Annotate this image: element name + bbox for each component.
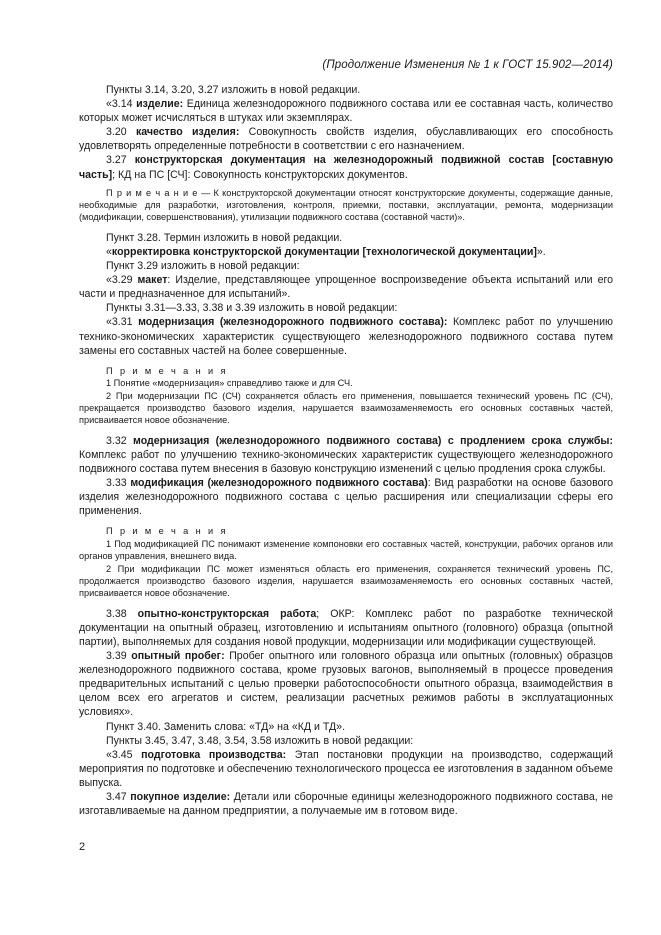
note-item: 1 Понятие «модернизация» справедливо также и для СЧ.: [106, 378, 353, 389]
definition-3-39: 3.39 опытный пробег: Пробег опытного или головного образца или опытных (головных) образцов железнодорожного подвижного состава, кроме грузовых вагонов, выполняемый в процессе проведения предварительных испытаний с целью проверки работоспособности опытного образца, взаимодействия в целом всех его агрегатов и систем, реализации расчетных режимов работы в эксплуатационных условиях».: [79, 650, 613, 719]
definition-3-47: 3.47 покупное изделие: Детали или сборочные единицы железнодорожного подвижного состава, не изготавливаемые на данном предприятии, а получаемые им в готовом виде.: [79, 790, 614, 818]
page-header: (Продолжение Изменения № 1 к ГОСТ 15.902—2014): [322, 59, 613, 71]
definition-3-38: 3.38 опытно-конструкторская работа; ОКР: Комплекс работ по разработке технической документации на опытный образец, изготовлению и испытаниям опытного (головного) образца (опытной партии), выполняемых для создания новой продукции, модернизации или модификации существующей.: [79, 607, 614, 648]
page-number: 2: [79, 841, 86, 853]
paragraph-instruction: Пункты 3.31—3.33, 3.38 и 3.39 изложить в новой редакции:: [106, 302, 398, 315]
note-item: 1 Под модификацией ПС понимают изменение компоновки его составных частей, конструкции, рабочих органов или органов управления, внешнего вида.: [79, 538, 613, 562]
paragraph-instruction: Пункты 3.45, 3.47, 3.48, 3.54, 3.58 изложить в новой редакции:: [106, 734, 414, 747]
notes-heading: П р и м е ч а н и я: [106, 526, 228, 537]
note-item: 2 При модификации ПС может изменяться область его применения, сохраняется технический уровень ПС, продолжается производство базового изделия, нарушается взаимозаменяемость его основных составных частей, присваивается новое обозначение.: [79, 563, 613, 599]
definition-3-45: «3.45 подготовка производства: Этап постановки продукции на производство, содержащий мероприятия по подготовке и обеспечению технологического процесса ее изготовления в заданном объеме выпуска.: [79, 748, 613, 789]
definition-3-27: 3.27 конструкторская документация на железнодорожный подвижной состав [составную часть]; КД на ПС [СЧ]: Совокупность конструкторских документов.: [79, 154, 613, 181]
definition-3-29: «3.29 макет: Изделие, представляющее упрощенное воспроизведение объекта испытаний или его части и предназначенное для испытаний».: [79, 274, 613, 301]
term-3-28: «корректировка конструкторской документации [технологической документации]».: [106, 245, 546, 258]
definition-3-32: 3.32 модернизация (железнодорожного подвижного состава) с продлением срока службы: Комплекс работ по улучшению технико-экономических характеристик существующего железнодорожного подвижного состава путем внесения в базовую конструкцию изменений с целью продления срока службы.: [79, 434, 614, 475]
document-body: [79, 83, 613, 818]
definition-3-33: 3.33 модификация (железнодорожного подвижного состава): Вид разработки на основе базового изделия железнодорожного подвижного состава с целью расширения или специализации сферы его применения.: [79, 477, 613, 518]
paragraph-instruction: Пункты 3.14, 3.20, 3.27 изложить в новой редакции.: [106, 84, 361, 96]
paragraph-instruction: Пункт 3.29 изложить в новой редакции:: [106, 260, 300, 273]
definition-3-31: «3.31 модернизация (железнодорожного подвижного состава): Комплекс работ по улучшению технико-экономических характеристик существующего железнодорожного подвижного состава путем замены его составных частей на более совершенные.: [79, 316, 613, 357]
note-item: 2 При модернизации ПС (СЧ) сохраняется область его применения, повышается технический уровень ПС (СЧ), прекращается производство базового изделия, нарушается взаимозаменяемость его основных составных частей, присваивается новое обозначение.: [79, 390, 613, 426]
paragraph-instruction: Пункт 3.28. Термин изложить в новой редакции.: [106, 231, 343, 244]
paragraph-instruction: Пункт 3.40. Заменить слова: «ТД» на «КД и ТД».: [106, 720, 346, 733]
definition-3-20: 3.20 качество изделия: Совокупность свойств изделия, обуславливающих его способность удовлетворять определенные потребности в соответствии с его назначением.: [79, 126, 613, 153]
definition-3-14: «3.14 изделие: Единица железнодорожного подвижного состава или ее составная часть, количество которых может исчисляться в штуках или экземплярах.: [79, 98, 613, 125]
note-3-27: П р и м е ч а н и е — К конструкторской документации относят конструкторские документы, содержащие данные, необходимые для разработки, изготовления, контроля, приемки, поставки, эксплуатации, ремонта, модернизации (модификации, совершенствования), утилизации подвижного состава (составной части)».: [79, 187, 613, 223]
notes-heading: П р и м е ч а н и я: [106, 365, 228, 376]
